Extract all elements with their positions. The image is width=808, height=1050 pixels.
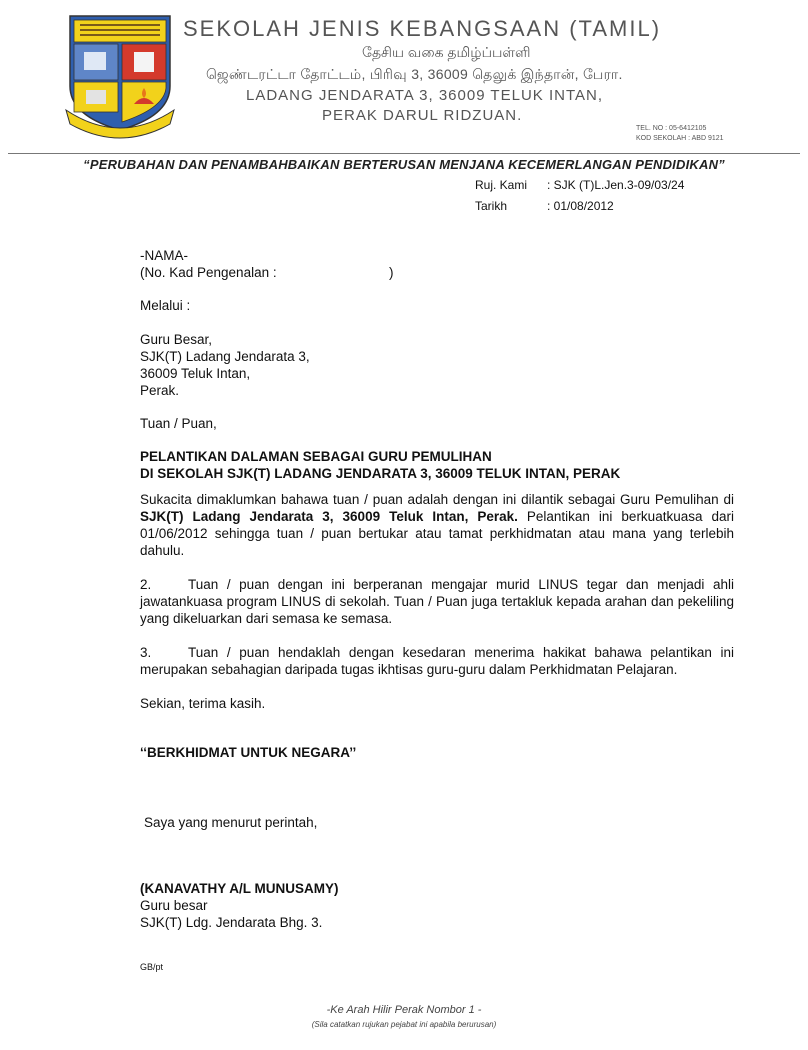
paragraph-1-text-b: Pelantikan ini berkuatkuasa dari 01/06/2012 sehingga tuan / puan bertukar atau tamat perkhidmatan atau mana yang terlebih dahulu. (140, 509, 734, 558)
reference-label: Ruj. Kami (475, 178, 528, 192)
paragraph-1-text-a: Sukacita dimaklumkan bahawa tuan / puan adalah dengan ini dilantik sebagai Guru Pemulihan di (140, 492, 734, 507)
paragraph-3 (140, 644, 734, 678)
paragraph-2 (140, 576, 734, 627)
signatory-title: Guru besar (140, 898, 208, 913)
via-line-1: Guru Besar, (140, 332, 213, 347)
paragraph-1-school: SJK(T) Ladang Jendarata 3, 36009 Teluk Intan, Perak. (140, 509, 518, 524)
paragraph-2-text: Tuan / puan dengan ini berperanan mengajar murid LINUS tegar dan menjadi ahli jawatankuasa program LINUS di sekolah. Tuan / Puan juga tertakluk kepada arahan dan pekeliling yang dikeluarkan dari semasa ke semasa. (140, 577, 734, 626)
school-name-tamil: தேசிய வகை தமிழ்ப்பள்ளி (362, 44, 531, 60)
header-divider (8, 153, 800, 154)
via-line-3: 36009 Teluk Intan, (140, 366, 251, 381)
paragraph-3-text: Tuan / puan hendaklah dengan kesedaran menerima hakikat bahawa pelantikan ini merupakan sebahagian daripada tugas ikhtisas guru-guru dalam Perkhidmatan Pelajaran. (140, 645, 734, 677)
signatory-name: (KANAVATHY A/L MUNUSAMY) (140, 881, 339, 896)
footer-slogan: -Ke Arah Hilir Perak Nombor 1 - (326, 1004, 482, 1016)
school-logo (64, 12, 176, 142)
subject-line-1: PELANTIKAN DALAMAN SEBAGAI GURU PEMULIHAN (140, 449, 492, 464)
motto: “PERUBAHAN DAN PENAMBAHBAIKAN BERTERUSAN MENJANA KECEMERLANGAN PENDIDIKAN” (83, 157, 725, 172)
date-value: : 01/08/2012 (547, 199, 614, 213)
reference-value: : SJK (T)L.Jen.3-09/03/24 (547, 178, 685, 192)
footer-note: (Sila catatkan rujukan pejabat ini apabila berurusan) (311, 1020, 497, 1029)
signatory-school: SJK(T) Ldg. Jendarata Bhg. 3. (140, 915, 323, 930)
subject-line-2: DI SEKOLAH SJK(T) LADANG JENDARATA 3, 36009 TELUK INTAN, PERAK (140, 466, 621, 481)
date-label: Tarikh (475, 199, 508, 213)
via-line-4: Perak. (140, 383, 180, 398)
slogan: ‘‘BERKHIDMAT UNTUK NEGARA’’ (140, 745, 357, 760)
paragraph-1 (140, 491, 734, 559)
initials: GB/pt (140, 962, 164, 972)
school-code: KOD SEKOLAH : ABD 9121 (636, 135, 724, 142)
paragraph-3-number: 3. (140, 645, 152, 660)
address-tamil: ஜெண்டரட்டா தோட்டம், பிரிவு 3, 36009 தெலுக் இந்தான், பேரா. (206, 66, 623, 82)
address-line-2: PERAK DARUL RIDZUAN. (322, 107, 523, 124)
signoff: Saya yang menurut perintah, (144, 815, 318, 830)
ic-number-label: (No. Kad Pengenalan : (140, 265, 277, 280)
school-name: SEKOLAH JENIS KEBANGSAAN (TAMIL) (183, 16, 662, 41)
ic-number-close: ) (389, 265, 394, 280)
telephone-number: TEL. NO : 05-6412105 (636, 125, 707, 132)
address-line-1: LADANG JENDARATA 3, 36009 TELUK INTAN, (246, 87, 603, 104)
via-label: Melalui : (140, 298, 191, 313)
salutation: Tuan / Puan, (140, 416, 217, 431)
paragraph-2-number: 2. (140, 577, 152, 592)
via-line-2: SJK(T) Ladang Jendarata 3, (140, 349, 310, 364)
closing: Sekian, terima kasih. (140, 696, 266, 711)
recipient-name: -NAMA- (140, 248, 188, 263)
